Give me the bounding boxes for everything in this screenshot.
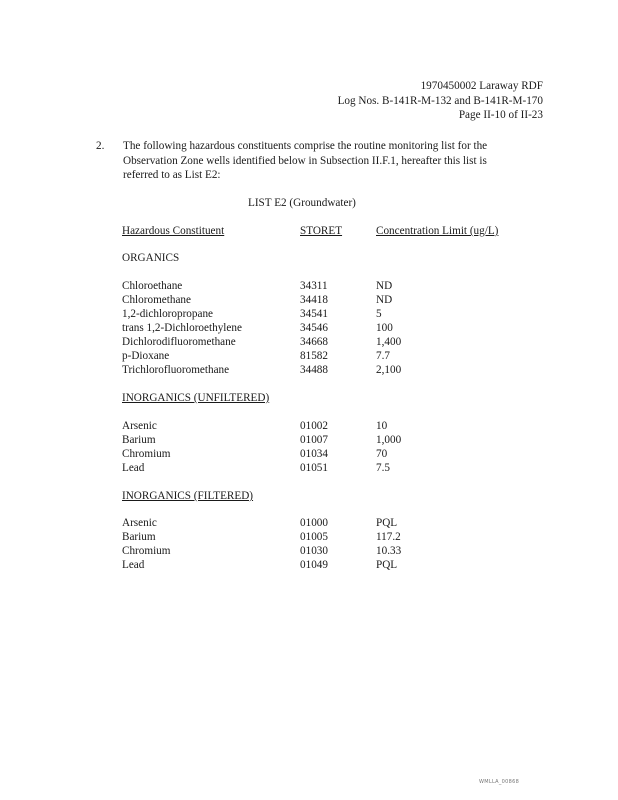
constituent-name: Dichlorodifluoromethane [122,336,236,348]
concentration-limit: 2,100 [376,364,402,376]
section-heading-organics: ORGANICS [122,252,180,264]
intro-line: Observation Zone wells identified below in Subsection II.F.1, hereafter this list is [123,154,487,167]
concentration-limit: 1,000 [376,434,402,446]
constituent-name: Arsenic [122,517,157,529]
column-header-constituent: Hazardous Constituent [122,225,225,237]
concentration-limit: 7.5 [376,462,390,474]
storet-code: 01007 [300,434,328,446]
concentration-limit: 5 [376,308,382,320]
storet-code: 01049 [300,559,328,571]
storet-code: 34418 [300,294,328,306]
list-title: LIST E2 (Groundwater) [248,197,356,209]
concentration-limit: 10.33 [376,545,402,557]
constituent-name: p-Dioxane [122,350,170,362]
concentration-limit: PQL [376,559,398,571]
constituent-name: Chromium [122,448,171,460]
concentration-limit: ND [376,294,393,306]
concentration-limit: 117.2 [376,531,401,543]
document-header [338,79,543,123]
constituent-name: Lead [122,559,145,571]
storet-code: 34546 [300,322,328,334]
item-number: 2. [96,140,105,152]
storet-code: 01002 [300,420,328,432]
concentration-limit: ND [376,280,393,292]
storet-code: 81582 [300,350,328,362]
column-header-storet: STORET [300,225,343,237]
intro-paragraph [123,139,543,183]
constituent-name: Lead [122,462,145,474]
constituent-name: 1,2-dichloropropane [122,308,214,320]
concentration-limit: 70 [376,448,388,460]
column-header-limit: Concentration Limit (ug/L) [376,225,499,237]
constituent-name: Chloromethane [122,294,191,306]
storet-code: 01005 [300,531,328,543]
concentration-limit: 100 [376,322,393,334]
bates-stamp: WMLLA_00868 [479,779,520,785]
concentration-limit: 1,400 [376,336,402,348]
concentration-limit: 10 [376,420,388,432]
section-heading-inorganics-unfiltered: INORGANICS (UNFILTERED) [122,392,270,404]
constituent-name: Trichlorofluoromethane [122,364,230,376]
constituent-name: Chloroethane [122,280,183,292]
constituent-name: Chromium [122,545,171,557]
storet-code: 34668 [300,336,328,348]
concentration-limit: 7.7 [376,350,390,362]
storet-code: 01000 [300,517,328,529]
header-id-facility: 1970450002 Laraway RDF [420,80,543,92]
header-log-numbers: Log Nos. B-141R-M-132 and B-141R-M-170 [337,94,543,107]
intro-line: The following hazardous constituents comprise the routine monitoring list for the [123,140,488,152]
constituent-name: Barium [122,531,156,543]
header-page-number: Page II-10 of II-23 [458,109,543,121]
storet-code: 34488 [300,364,328,376]
section-heading-inorganics-filtered: INORGANICS (FILTERED) [122,490,254,502]
constituent-name: Barium [122,434,156,446]
storet-code: 01034 [300,448,328,460]
concentration-limit: PQL [376,517,398,529]
storet-code: 01030 [300,545,328,557]
storet-code: 34541 [300,308,328,320]
constituent-name: trans 1,2-Dichloroethylene [122,322,242,334]
storet-code: 34311 [300,280,328,292]
storet-code: 01051 [300,462,328,474]
constituent-name: Arsenic [122,420,157,432]
intro-line: referred to as List E2: [123,169,221,181]
